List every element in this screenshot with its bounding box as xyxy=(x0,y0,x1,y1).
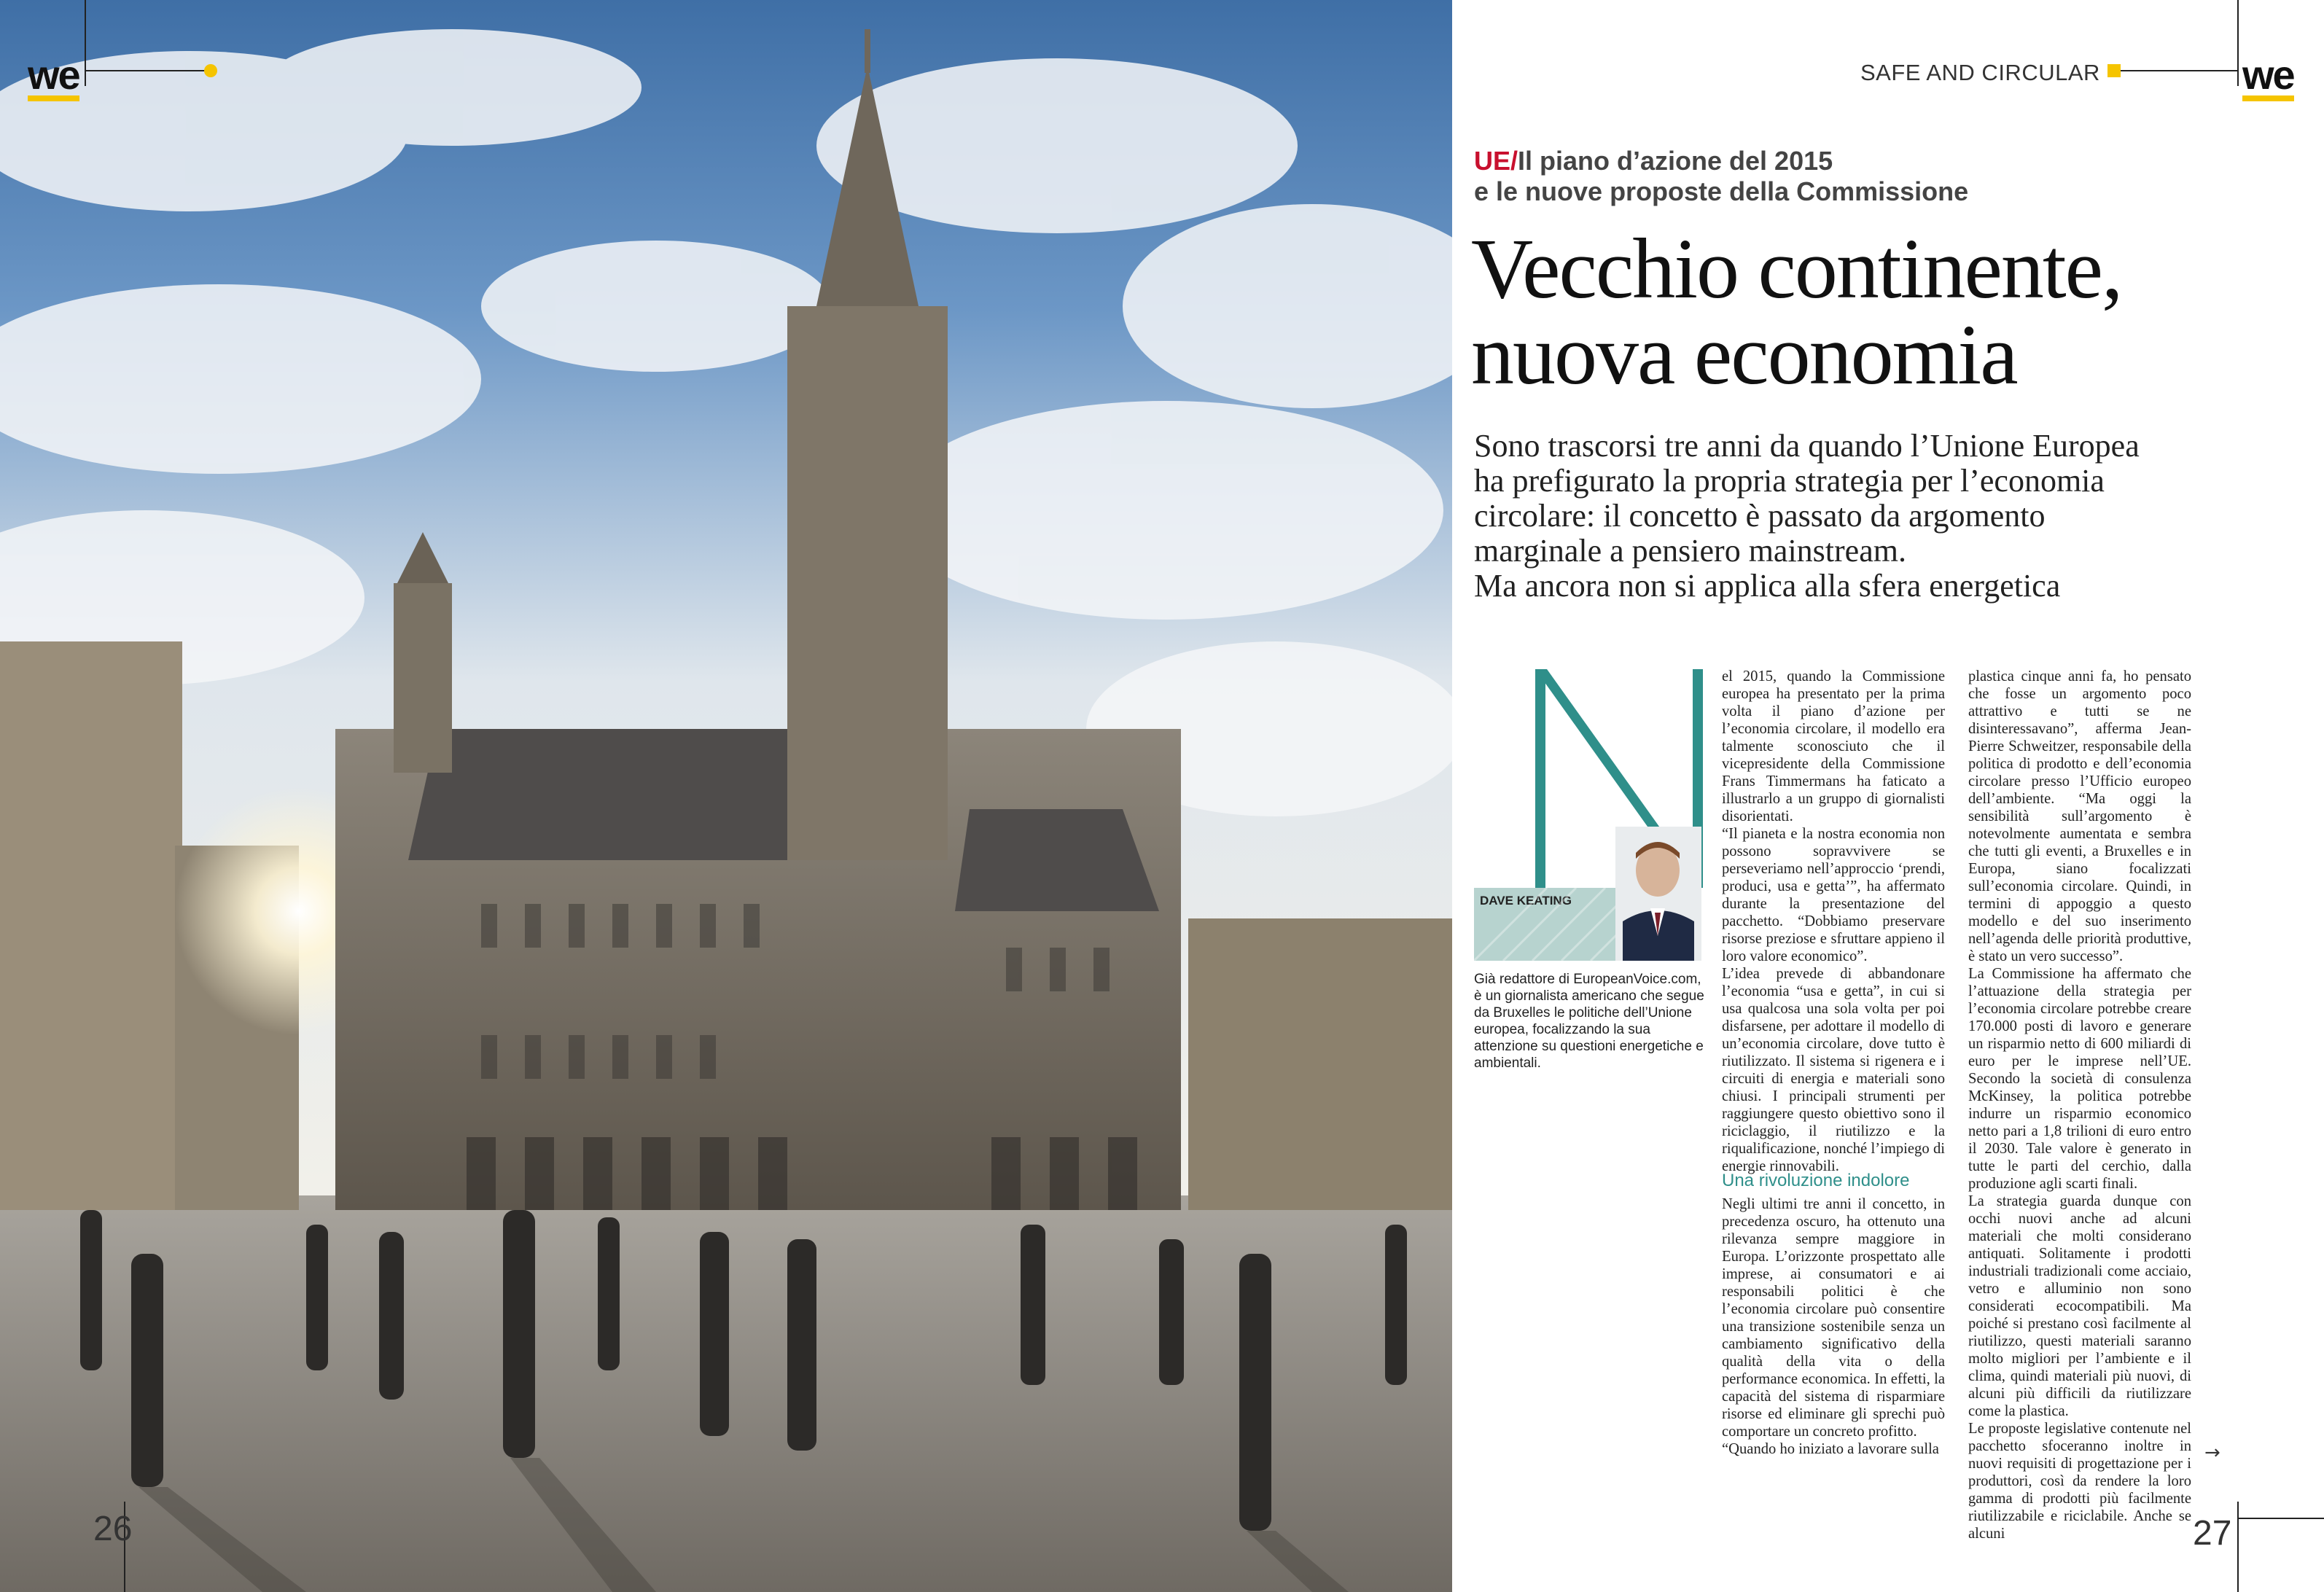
paragraph: plastica cinque anni fa, ho pensato che fosse un argomento poco attrattivo e tutti se ne disinteressavano”, afferma Jean-Pierre Schweitzer, responsabile della politica di prodotto e dell’economia circolare presso l’Ufficio europeo dell’ambiente. “Ma oggi la sensibilità sull’argomento è notevolmente aumentata e sembra che tutti gli eventi, a Bruxelles e in Europa, siano focalizzati sull’economia circolare. Quindi, in termini di appoggio a questo modello e del suo inserimento nell’agenda delle priorità produttive, è stato un vero successo”. xyxy=(1968,668,2191,964)
article-subhead: Una rivoluzione indolore xyxy=(1722,1171,1910,1190)
article-kicker xyxy=(1474,146,1968,207)
magazine-logo-right xyxy=(2242,51,2294,101)
corner-rule-vertical xyxy=(85,0,86,86)
section-label: SAFE AND CIRCULAR xyxy=(1860,60,2100,85)
standfirst-line: ha prefigurato la propria strategia per l’economia xyxy=(1474,463,2105,499)
article-headline xyxy=(1471,221,2122,402)
paragraph: “Il pianeta e la nostra economia non possono sopravvivere se perseveriamo nell’approccio ‘prendi, produci, usa e getta’”, ha affermato durante la presentazione del pacchetto. “Dobbiamo preservare risorse preziose e sfruttare appieno il loro valore economico”. xyxy=(1722,826,1945,964)
corner-rule-horizontal-right xyxy=(2121,70,2237,71)
standfirst-line: Sono trascorsi tre anni da quando l’Unione Europea xyxy=(1474,428,2140,464)
paragraph: “Quando ho iniziato a lavorare sulla xyxy=(1722,1441,1939,1457)
paragraph: Negli ultimi tre anni il concetto, in precedenza oscuro, ha ottenuto una rilevanza sempre maggiore in Europa. L’orizzonte prospettato alle imprese, ai consumatori e ai responsabili politici è che l’economia circolare può consentire una transizione sostenibile senza un cambiamento significativo della qualità della vita o della performance economica. In effetti, la capacità del sistema di risparmiare risorse ed eliminare gli sprechi può comportare un concreto profitto. xyxy=(1722,1196,1945,1440)
logo-text: we xyxy=(28,52,79,98)
paragraph: La strategia guarda dunque con occhi nuovi anche ad alcuni materiali che molti considerano antiquati. Solitamente i prodotti industriali tradizionali come acciaio, vetro e alluminio non sono considerati ecocompatibili. Ma poiché si prestano così facilmente al riutilizzo, questi materiali saranno molto migliori per l’ambiente e il clima, quindi materiali più nuovi, di alcuni più difficili da riutilizzare come la plastica. xyxy=(1968,1193,2191,1419)
kicker-line-2: e le nuove proposte della Commissione xyxy=(1474,176,1969,206)
page-number-right: 27 xyxy=(2193,1514,2232,1553)
paragraph: La Commissione ha affermato che l’attuazione della strategia per l’economia circolare potrebbe creare 170.000 posti di lavoro e generare un risparmio netto di 600 miliardi di euro per le imprese nell’UE. Secondo la società di consulenza McKinsey, la politica potrebbe indurre un risparmio economico netto pari a 1,8 trilioni di euro entro il 2030. Tale valore è generato in tutte le parti del cerchio, dalla produzione agli scarti finali. xyxy=(1968,966,2191,1192)
author-photo xyxy=(1615,827,1701,961)
folio-rule-right-horizontal xyxy=(2237,1518,2324,1519)
corner-rule-vertical-right xyxy=(2237,0,2239,86)
standfirst-line: Ma ancora non si applica alla sfera energetica xyxy=(1474,568,2061,604)
paragraph: Le proposte legislative contenute nel pacchetto sfoceranno inoltre in nuovi requisiti di progettazione per i produttori, così da rendere la loro gamma di prodotti più facilmente riutilizzabile e riciclabile. Anche se alcuni xyxy=(1968,1421,2191,1542)
article-column-1 xyxy=(1722,668,1945,1175)
standfirst-line: circolare: il concetto è passato da argomento xyxy=(1474,498,2046,534)
standfirst-line: marginale a pensiero mainstream. xyxy=(1474,533,1906,569)
page-number-left: 26 xyxy=(93,1510,133,1548)
author-bio: Già redattore di EuropeanVoice.com, è un giornalista americano che segue da Bruxelles le politiche dell’Unione europea, focalizzando la sua attenzione su questioni energetiche e ambientali. xyxy=(1474,972,1704,1071)
article-column-2 xyxy=(1968,668,2191,1542)
article-column-1-continued xyxy=(1722,1195,1945,1458)
author-name: DAVE KEATING xyxy=(1480,894,1572,908)
kicker-line-1: Il piano d’azione del 2015 xyxy=(1518,146,1833,176)
author-portrait xyxy=(1615,827,1701,961)
headline-line-1: Vecchio continente, xyxy=(1471,221,2122,316)
accent-square xyxy=(2107,64,2121,77)
continue-arrow-icon: → xyxy=(2204,1442,2220,1464)
logo-text-right: we xyxy=(2242,52,2294,98)
headline-line-2: nuova economia xyxy=(1471,307,2017,402)
kicker-tag: UE/ xyxy=(1474,146,1518,176)
paragraph: el 2015, quando la Commissione europea ha presentato per la prima volta il piano d’azione per l’economia circolare, il modello era talmente sconosciuto che il vicepresidente della Commissione Frans Timmermans ha faticato a illustrarlo a un gruppo di giornalisti disorientati. xyxy=(1722,668,1945,824)
folio-rule-right xyxy=(2237,1502,2239,1592)
magazine-logo xyxy=(28,51,79,101)
accent-dot xyxy=(204,64,217,77)
article-standfirst xyxy=(1474,429,2261,604)
corner-rule-horizontal xyxy=(85,70,208,71)
paragraph: L’idea prevede di abbandonare l’economia “usa e getta”, in cui si usa qualcosa una sola volta per poi disfarsene, per adottare il modello di un’economia circolare, dove tutto è riutilizzato. Il sistema si rigenera e i circuiti di energia e materiali sono chiusi. I principali strumenti per raggiungere questo obiettivo sono il riciclaggio, il riutilizzo e la riqualificazione, nonché l’impiego di energie rinnovabili. xyxy=(1722,966,1945,1174)
